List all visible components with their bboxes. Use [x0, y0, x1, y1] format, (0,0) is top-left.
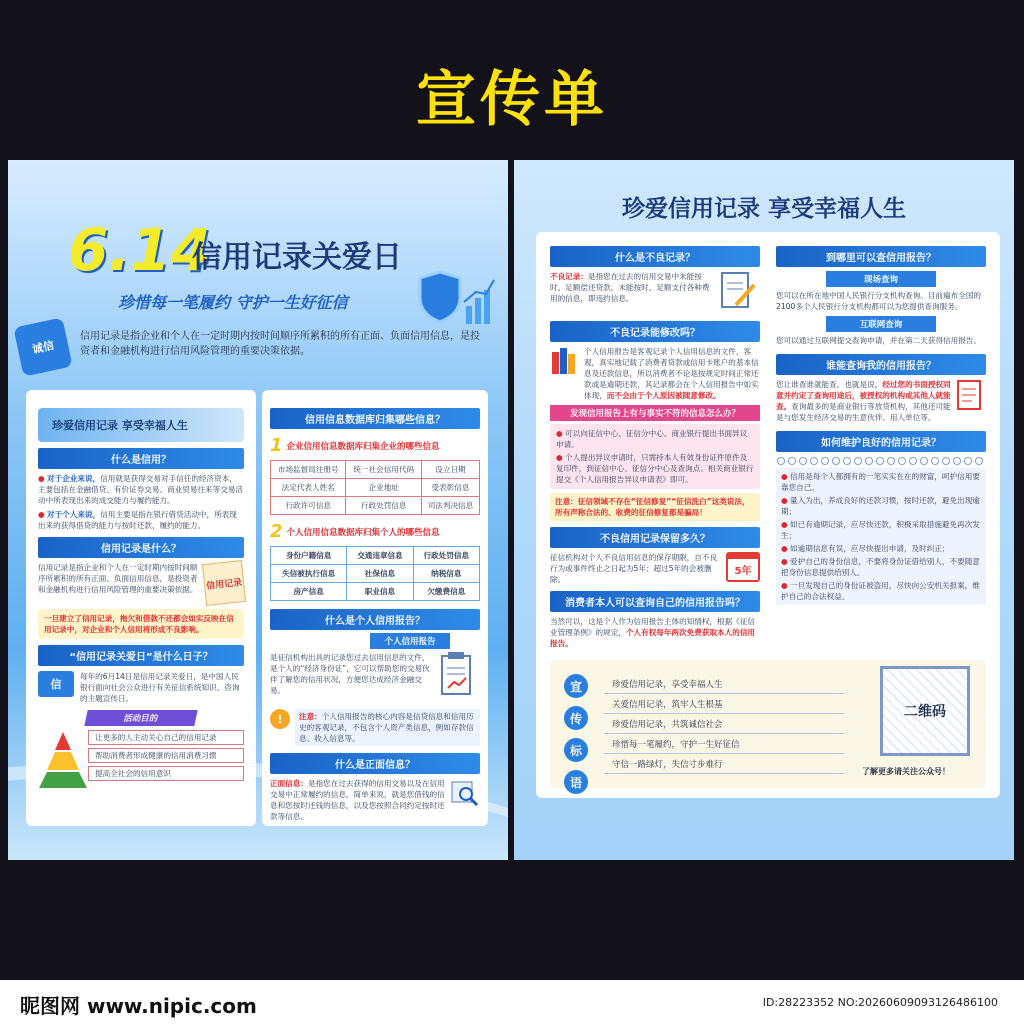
slogan-item: 关爱信用记录，筑牢人生根基 [604, 694, 844, 714]
table-cell: 社保信息 [347, 565, 413, 583]
slogan-list [604, 674, 844, 774]
where-net-body: 您可以通过互联网提交查询申请，并在第二天获得信用报告。 [776, 336, 982, 345]
what-credit-body [38, 473, 244, 506]
self-query-text-red: 个人有权每年两次免费获取本人的信用报告。 [550, 628, 756, 648]
enterprise-table [270, 460, 480, 515]
what-credit-body-2 [38, 509, 244, 531]
table-cell: 市场监督局注册号 [271, 461, 346, 479]
keep-body: 征信机构对个人不良信用信息的保存期限，自不良行为或事件终止之日起为5年；超过5年的会被删除。 [550, 553, 718, 584]
table-cell: 统一社会信用代码 [346, 461, 421, 479]
report-body: 是征信机构出具的记录您过去信用信息的文件，是个人的“经济身份证”，它可以帮助您的交易伙伴了解您的信用状况，方便您达成经济金融交易。 [270, 653, 430, 695]
edit-document-icon [720, 271, 760, 315]
section-keep: 不良信用记录保留多久？ [550, 527, 760, 548]
purpose-item: 让更多的人主动关心自己的信用记录 [88, 730, 244, 745]
bad-text: 是指您在过去的信用交易中未能按时、足额偿还贷款，未能按时、足额支付各种费用的信息，即违约信息。 [550, 272, 710, 303]
honesty-badge [13, 317, 72, 376]
record-warning: 一旦建立了信用记录，拖欠和借款不还都会如实反映在信用记录中，对企业和个人信用将形成不良影响。 [38, 609, 244, 639]
positive-lead: 正面信息： [270, 779, 308, 788]
right-title: 珍爱信用记录 享受幸福人生 [621, 195, 906, 222]
list-item: ● 一旦发现自己的身份证被盗用，尽快向公安机关报案，维护自己的合法权益。 [781, 580, 981, 602]
section-day: “信用记录关爱日”是什么日子？ [38, 645, 244, 666]
positive-body [270, 778, 447, 822]
qr-code [880, 666, 970, 756]
num-1: 1 [270, 435, 283, 456]
slogan-char: 语 [564, 770, 588, 794]
table-cell: 交通违章信息 [347, 547, 413, 565]
right-card [536, 232, 1000, 798]
modify-text: 个人信用报告是客观记录个人信用信息的文件，客观，真实地记载了消费者贷款或信用卡账户的基本信息及还款信息，所以消费者不论是按规定时间正常还款或是逾期还款，其记录都会在个人信用报告中如实体现， [584, 347, 759, 400]
section-bad-record: 什么是不良记录？ [550, 246, 760, 267]
table-cell: 身份户籍信息 [271, 547, 347, 565]
where-site-body: 您可以在所在地中国人民银行分支机构查询。目前遍布全国的2100多个人民银行分支机构都可以为您提供查询服务。 [776, 291, 982, 311]
section-who: 谁能查询我的信用报告？ [776, 354, 986, 375]
slogan-chars [564, 674, 588, 798]
positive-text: 是指您在过去获得的信用交易以及在信用交易中正常履约的信息，简单来说，就是您借钱的信息和您按时还钱的信息，以及您按照合同约定按时还款等信息。 [270, 779, 445, 821]
right-panel [514, 160, 1014, 860]
db-enterprise-head [270, 435, 480, 456]
note-lead: 注意： [299, 712, 322, 721]
left-title: 信用记录关爱日 [192, 240, 402, 275]
list-item: ● 量入为出，养成良好的还款习惯，按时还款，避免出现逾期； [781, 495, 981, 517]
day-icon [38, 671, 74, 697]
section-self-query: 消费者本人可以查询自己的信用报告吗？ [550, 591, 760, 612]
db-personal-title: 个人信用信息数据库归集个人的哪些信息 [286, 527, 440, 538]
pyramid-icon [38, 730, 88, 794]
section-what-record: 信用记录是什么？ [38, 537, 244, 558]
db-personal-head [270, 521, 480, 542]
table-cell: 行政许可信息 [271, 497, 346, 515]
books-icon [550, 346, 580, 401]
left-panel [8, 160, 508, 860]
table-cell: 企业地址 [346, 479, 421, 497]
bad-body [550, 271, 716, 315]
modify-bullet-2: ● 个人提出异议申请时，只需持本人有效身份证件原件及复印件，到征信中心、征信分中心及查询点、相关商业银行提交《个人信用报告异议申请表》即可。 [556, 452, 754, 485]
report-note [295, 709, 480, 746]
page-title: 宣传单 [416, 65, 608, 135]
intro-text: 信用记录是指企业和个人在一定时期内按时间顺序所累积的所有正面、负面信用信息，是投资者和金融机构进行信用风险管理的重要决策依据。 [80, 331, 480, 357]
who-text-red: 经过您的书面授权同意并约定了查询用途后，被授权的机构或其他人就能查。 [776, 380, 951, 411]
table-cell: 行政处罚信息 [413, 547, 479, 565]
slogan-item: 珍惜每一笔履约，守护一生好征信 [604, 734, 844, 754]
slogan-item: 守信一路绿灯，失信寸步难行 [604, 754, 844, 774]
section-maintain: 如何维护良好的信用记录？ [776, 431, 986, 452]
purpose-title: 活动目的 [84, 710, 197, 726]
image-id: ID:28223352 NO:20260609093126486100 [762, 996, 998, 1009]
table-cell: 受表彰信息 [421, 479, 479, 497]
info-icon: ! [270, 709, 290, 729]
record-stamp [202, 560, 246, 606]
qr-label: 二维码 [904, 704, 946, 720]
table-cell: 房产信息 [271, 583, 347, 601]
slogan-char: 宣 [564, 674, 588, 698]
left-slogan: 珍惜每一笔履约 守护一生好征信 [118, 293, 348, 312]
slogan-char: 标 [564, 738, 588, 762]
day-body: 每年的6月14日是信用记录关爱日，是中国人民银行面向社会公众进行有关征信系统知识、咨询的主题宣传日。 [80, 672, 240, 703]
modify-bullets [550, 424, 760, 489]
purpose-item: 帮助消费者形成健康的信用消费习惯 [88, 748, 244, 763]
num-2: 2 [270, 521, 283, 542]
section-database: 信用信息数据库归集哪些信息？ [270, 408, 480, 429]
maintain-list [776, 468, 986, 605]
list-item: ● 爱护自己的身份信息，不要将身份证借给别人，不要随意把身份信息提供给别人。 [781, 556, 981, 578]
section-positive: 什么是正面信息？ [270, 753, 480, 774]
self-query-body [550, 616, 760, 649]
lead-personal: 对于个人来说， [47, 510, 101, 519]
personal-table [270, 546, 480, 601]
section-report: 什么是个人信用报告？ [270, 609, 480, 630]
where-site-title: 现场查询 [826, 271, 936, 287]
self-query-text: 当然可以，这是个人作为信用报告主体的知情权，根据《征信业管理条例》的规定， [550, 617, 756, 637]
magnifier-icon [450, 778, 480, 822]
who-body [776, 379, 952, 423]
table-cell: 失信被执行信息 [271, 565, 347, 583]
table-cell: 行政处罚信息 [346, 497, 421, 515]
modify-warning: 注意：征信领域不存在“征信修复”“征信洗白”这类说法，所有声称合法的、收费的征信修复都是骗局！ [550, 493, 760, 521]
list-item: ● 信用是每个人都拥有的一笔实实在在的财富，呵护信用要靠您自己。 [781, 471, 981, 493]
section-where: 到哪里可以查信用报告？ [776, 246, 986, 267]
who-text-b: 查询最多的是商业银行等放贷机构，其他还可能是与您发生经济交易的生意伙伴、用人单位等。 [776, 402, 951, 422]
who-text-a: 您让谁查谁就能查。也就是说， [776, 380, 883, 389]
bad-lead: 不良记录： [550, 272, 588, 281]
shield-icon [416, 268, 496, 332]
left-card-a [26, 390, 256, 826]
report-sub: 个人信用报告 [370, 633, 450, 649]
para-personal: 信用主要是指在银行借贷活动中，所表现出来的获得借贷的能力与按时还款、履约的能力。 [38, 510, 237, 530]
left-card-b [262, 390, 488, 826]
modify-question: 发现信用报告上有与事实不符的信息怎么办？ [550, 405, 760, 421]
calendar-text: 5年 [734, 566, 752, 577]
banner-text: 珍爱信用记录 享受幸福人生 [52, 419, 188, 432]
day-icon-char: 信 [50, 678, 62, 691]
lead-enterprise: 对于企业来说， [47, 474, 101, 483]
site-logo[interactable]: 昵图网 www.nipic.com [20, 994, 257, 1018]
where-net-title: 互联网查询 [826, 316, 936, 332]
note-text: 个人信用报告的核心内容是信贷信息和信用历史的客观记录，不包含个人资产类信息，例如存款信息、收入信息等。 [299, 712, 474, 743]
section-modify: 不良记录能修改吗？ [550, 321, 760, 342]
db-enterprise-title: 企业信用信息数据库归集企业的哪些信息 [286, 441, 440, 452]
modify-bullet-1: ● 可以向征信中心、征信分中心、商业银行提出书面异议申请。 [556, 428, 754, 450]
stamp-text: 信用记录 [205, 577, 243, 592]
list-item: ● 如逾期信息有误，应尽快提出申请，及时纠正； [781, 543, 981, 554]
document-icon [436, 652, 480, 704]
slogan-item: 珍爱信用记录，享受幸福人生 [604, 674, 844, 694]
table-cell: 设立日期 [421, 461, 479, 479]
modify-body [584, 346, 760, 401]
para-enterprise: 信用就是获得交易对手信任的经济资本，主要包括在金融借贷、有价证券交易、商业贸易往来等交易活动中所表现出来的成交能力与履约能力。 [38, 474, 244, 505]
footer [0, 980, 1024, 1024]
spiral-decor [776, 456, 986, 466]
table-cell: 纳税信息 [413, 565, 479, 583]
calendar-icon [726, 552, 760, 582]
banner [38, 408, 244, 442]
purpose-item: 提高全社会的信用意识 [88, 766, 244, 781]
section-what-credit: 什么是信用？ [38, 448, 244, 469]
follow-text: 了解更多请关注公众号！ [862, 767, 950, 776]
table-cell: 法定代表人姓名 [271, 479, 346, 497]
date-text: 6.14 [68, 216, 212, 284]
table-cell: 欠缴费信息 [413, 583, 479, 601]
list-item: ● 如已有逾期记录，应尽快还款，积极采取措施避免再次发生； [781, 519, 981, 541]
table-cell: 司法判决信息 [421, 497, 479, 515]
modify-text-red: 而不会由于个人原因被随意修改。 [606, 391, 721, 400]
table-cell: 职业信息 [347, 583, 413, 601]
what-record-body: 信用记录是指企业和个人在一定时期内按时间顺序所累积的所有正面、负面信用信息，是投资者和金融机构进行信用风险管理的重要决策依据。 [38, 563, 198, 594]
report-form-icon [956, 379, 986, 423]
badge-text: 诚信 [30, 338, 56, 357]
slogans-block [550, 660, 986, 788]
slogan-item: 珍爱信用记录，共筑诚信社会 [604, 714, 844, 734]
slogan-char: 传 [564, 706, 588, 730]
